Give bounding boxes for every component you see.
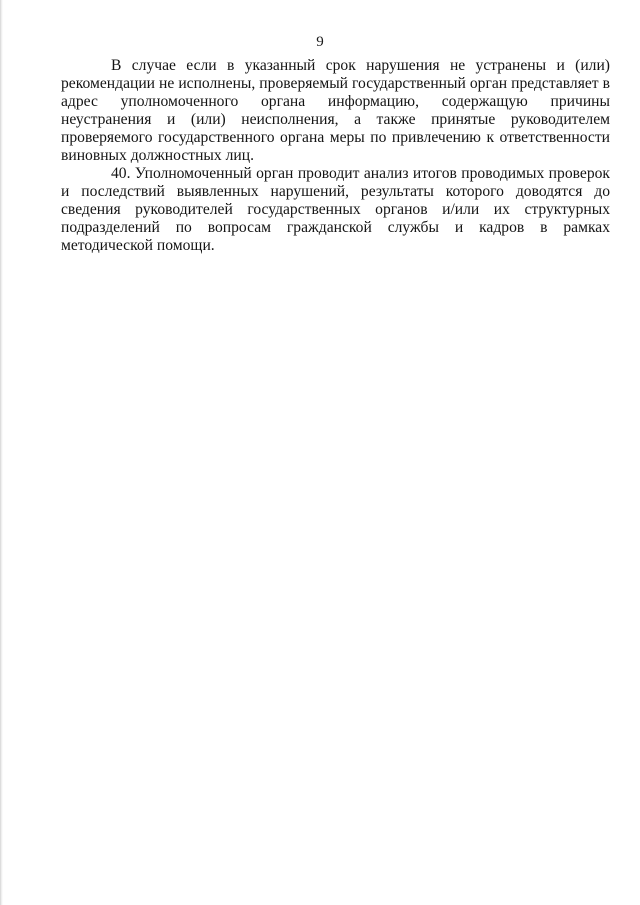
paragraph-40-analysis: 40. Уполномоченный орган проводит анализ итогов проводимых проверок и последствий выявленных нарушений, результаты которого доводятся до сведения руководителей государственных органов и/или их структурных подразделений по вопросам гражданской службы и кадров в рамках методической помощи. bbox=[61, 165, 610, 254]
page-number: 9 bbox=[316, 34, 324, 50]
document-body bbox=[61, 57, 610, 255]
scan-edge-shadow bbox=[0, 0, 3, 905]
paragraph-violations-report: В случае если в указанный срок нарушения не устранены и (или) рекомендации не исполнены, проверяемый государственный орган представляет в адрес уполномоченного органа информацию, содержащую причины неустранения и (или) неисполнения, а также принятые руководителем проверяемого государственного органа меры по привлечению к ответственности виновных должностных лиц. bbox=[61, 57, 610, 164]
